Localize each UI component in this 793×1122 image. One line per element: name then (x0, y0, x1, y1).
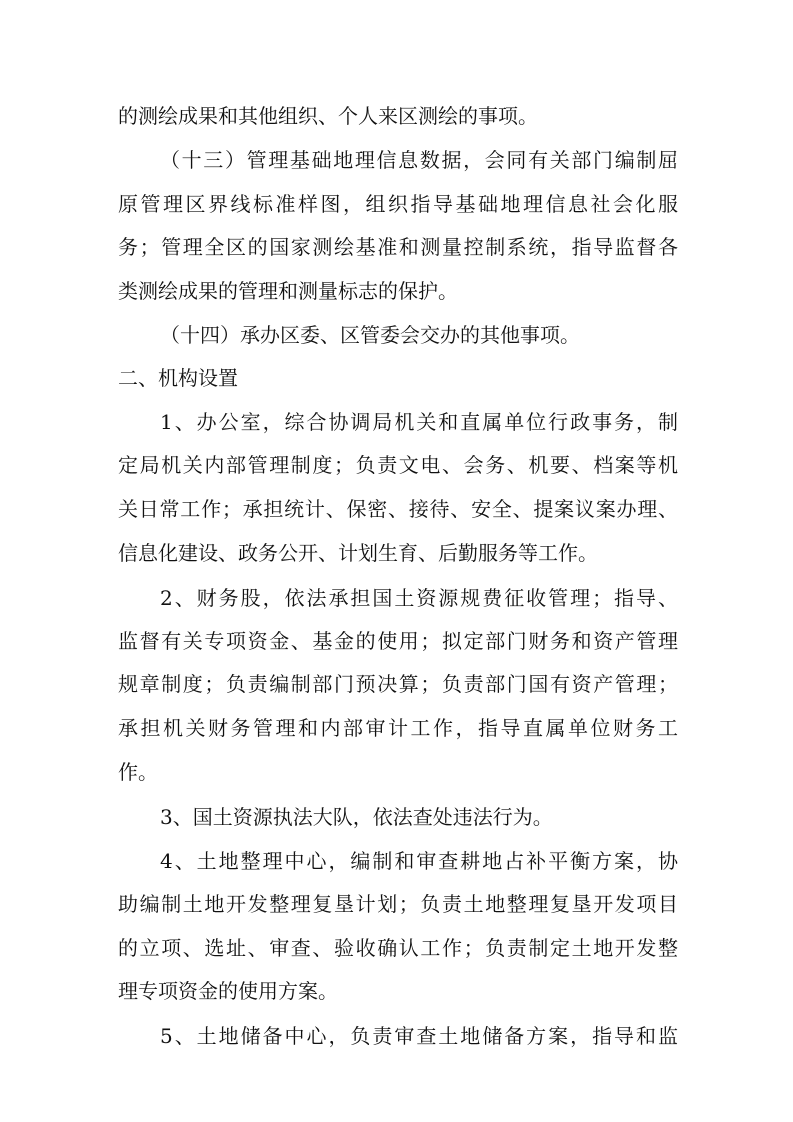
text-line: 作。 (118, 760, 158, 784)
text-line: 的测绘成果和其他组织、个人来区测绘的事项。 (118, 104, 538, 128)
text-line: 4、土地整理中心，编制和审查耕地占补平衡方案，协 (160, 849, 678, 873)
text-line: 3、国土资源执法大队，依法查处违法行为。 (160, 805, 553, 829)
text-line: 2、财务股，依法承担国土资源规费征收管理；指导、 (160, 586, 678, 610)
text-line: 规章制度；负责编制部门预决算；负责部门国有资产管理； (118, 672, 678, 696)
text-line: 类测绘成果的管理和测量标志的保护。 (118, 279, 458, 303)
text-line: （十四）承办区委、区管委会交办的其他事项。 (160, 323, 580, 347)
text-line: 关日常工作；承担统计、保密、接待、安全、提案议案办理、 (118, 497, 678, 521)
text-line: 5、土地储备中心，负责审查土地储备方案，指导和监 (160, 1024, 678, 1048)
text-line: 原管理区界线标准样图，组织指导基础地理信息社会化服 (118, 192, 678, 216)
text-line: 务；管理全区的国家测绘基准和测量控制系统，指导监督各 (118, 235, 678, 259)
text-line: （十三）管理基础地理信息数据，会同有关部门编制屈 (160, 148, 678, 172)
text-line: 承担机关财务管理和内部审计工作，指导直属单位财务工 (118, 716, 678, 740)
text-line: 理专项资金的使用方案。 (118, 979, 338, 1003)
text-line: 的立项、选址、审查、验收确认工作；负责制定土地开发整 (118, 936, 678, 960)
text-line: 定局机关内部管理制度；负责文电、会务、机要、档案等机 (118, 453, 678, 477)
section-heading: 二、机构设置 (118, 366, 238, 390)
text-line: 监督有关专项资金、基金的使用；拟定部门财务和资产管理 (118, 629, 678, 653)
text-line: 1、办公室，综合协调局机关和直属单位行政事务，制 (160, 410, 678, 434)
text-line: 信息化建设、政务公开、计划生育、后勤服务等工作。 (118, 541, 598, 565)
text-line: 助编制土地开发整理复垦计划；负责土地整理复垦开发项目 (118, 892, 678, 916)
